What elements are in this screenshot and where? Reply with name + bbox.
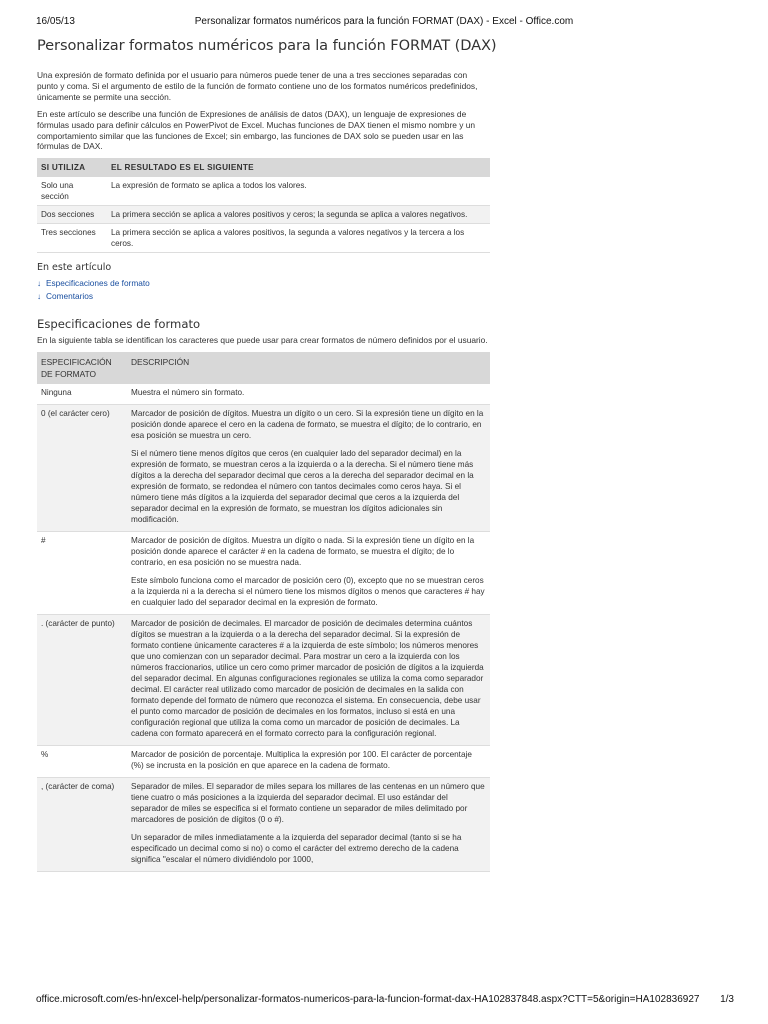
desc-paragraph: Si el número tiene menos dígitos que ceros (en cualquier lado del separador decimal) en la expresión de formato, se muestran ceros a la izquierda o a la derecha. Si el número tiene más dígitos a la derecha del separador decimal que ceros a la derecha del separador decimal en la expresión de formato, se redondea el número con tantos decimales como ceros haya. Si el número tiene más dígitos a la izquierda del separador decimal que ceros a la izquierda del separador decimal en la expresión de formato, se muestran los dígitos adicionales sin modificación. (131, 449, 474, 525)
toc-item-especificaciones[interactable] (37, 277, 490, 290)
desc-cell (127, 615, 490, 746)
print-footer (0, 994, 768, 1010)
desc-paragraph: Marcador de posición de dígitos. Muestra un dígito o un cero. Si la expresión tiene un dígito en la posición donde aparece el cero en la cadena de formato, se muestra el dígito; de lo contrario, en esa posición se muestra un cero. (131, 409, 484, 441)
table-header-row (37, 352, 490, 384)
print-date: 16/05/13 (36, 16, 75, 27)
section-result-cell: La primera sección se aplica a valores positivos, la segunda a valores negativos y la tercera a los ceros. (107, 224, 490, 253)
section-count-cell: Tres secciones (37, 224, 107, 253)
spec-cell: Ninguna (37, 384, 127, 405)
section-heading-especificaciones: Especificaciones de formato (37, 317, 201, 332)
page-title: Personalizar formatos numéricos para la función FORMAT (DAX) (37, 37, 497, 54)
desc-paragraph: Muestra el número sin formato. (131, 388, 245, 398)
desc-cell (127, 532, 490, 615)
desc-paragraph: Marcador de posición de decimales. El marcador de posición de decimales determina cuántos dígitos se muestran a la izquierda o a la derecha del separador decimal. Si la expresión de formato contiene únicamente caracteres # a la izquierda de este símbolo; los números menores que uno comienzan con un separador decimal. Para mostrar un cero a la izquierda con los números fraccionarios, utilice un cero como primer marcador de posición de dígitos a la izquierda del separador decimal. En algunas configuraciones regionales se utiliza la coma como separador decimal. El carácter real utilizado como marcador de posición de decimales en la salida con formato depende del formato de número que reconozca el sistema. En consecuencia, debe usar el punto como marcador de posición de decimales en los formatos, incluso si está en una configuración regional que utiliza la coma como un marcador de posición de decimales. La cadena con formato aparecerá en el formato correcto para la configuración regional. (131, 619, 484, 739)
column-header-descripcion: DESCRIPCIÓN (127, 352, 490, 384)
column-header-si-utiliza: SI UTILIZA (37, 158, 107, 177)
desc-cell (127, 405, 490, 532)
desc-paragraph: Marcador de posición de dígitos. Muestra un dígito o nada. Si la expresión tiene un dígito en la posición donde aparece el carácter # en la cadena de formato, se muestra el dígito; de lo contrario, en esa posición no se muestra nada. (131, 536, 475, 568)
print-page-title: Personalizar formatos numéricos para la función FORMAT (DAX) - Excel - Office.com (194, 16, 574, 27)
table-row (37, 206, 490, 224)
spec-cell: , (carácter de coma) (37, 778, 127, 872)
spec-cell: . (carácter de punto) (37, 615, 127, 746)
intro-paragraph-2: En este artículo se describe una función de Expresiones de análisis de datos (DAX), un lenguaje de expresiones de fórmulas usado para definir cálculos en PowerPivot de Excel. Muchas funciones de DAX tienen el mismo nombre y un comportamiento similar que las funciones de Excel; sin embargo, las funciones de DAX solo se pueden usar en las fórmulas de DAX. (37, 108, 476, 152)
toc-heading: En este artículo (37, 262, 112, 274)
toc-link-especificaciones[interactable]: Especificaciones de formato (46, 278, 150, 289)
table-row (37, 778, 490, 872)
toc-item-comentarios[interactable] (37, 290, 490, 303)
table-row (37, 177, 490, 206)
column-header-especificacion: ESPECIFICACIÓN DE FORMATO (37, 352, 127, 384)
desc-paragraph: Este símbolo funciona como el marcador de posición cero (0), excepto que no se muestran ceros a la izquierda ni a la derecha si el número tiene los mismos dígitos o menos que caracteres # hay en cualquier lado del separador decimal en la expresión de formato. (131, 576, 485, 608)
table-row (37, 615, 490, 746)
spec-cell: 0 (el carácter cero) (37, 405, 127, 532)
spec-cell: # (37, 532, 127, 615)
desc-cell (127, 778, 490, 872)
desc-paragraph: Separador de miles. El separador de miles separa los millares de las centenas en un número que tiene cuatro o más posiciones a la izquierda del separador decimal. El uso estándar del separador de miles se especifica si el formato contiene un separador de miles delimitado por marcadores de posición de dígitos (0 o #). (131, 782, 485, 825)
desc-paragraph: Un separador de miles inmediatamente a la izquierda del separador decimal (tanto si se ha especificado un decimal como si no) o como el carácter del extremo derecho de la cadena significa "escalar el número dividiéndolo por 1000, (131, 833, 462, 865)
article (37, 37, 497, 872)
arrow-down-icon: ↓ (37, 292, 41, 302)
table-row (37, 405, 490, 532)
arrow-down-icon: ↓ (37, 279, 41, 289)
table-row (37, 384, 490, 405)
table-header-row (37, 158, 490, 177)
table-row (37, 532, 490, 615)
toc-link-comentarios[interactable]: Comentarios (46, 291, 94, 302)
section-result-cell: La primera sección se aplica a valores positivos y ceros; la segunda se aplica a valores negativos. (107, 206, 490, 224)
desc-cell (127, 746, 490, 778)
intro-paragraph-1: Una expresión de formato definida por el usuario para números puede tener de una a tres secciones separadas con punto y coma. Si el argumento de estilo de la función de formato contiene uno de los formatos numéricos predefinidos, únicamente se permite una sección. (37, 70, 478, 102)
format-specs-intro: En la siguiente tabla se identifican los caracteres que puede usar para crear formatos de número definidos por el usuario. (37, 335, 488, 346)
print-header (0, 16, 768, 32)
page-number: 1/3 (720, 994, 734, 1005)
table-of-contents (37, 277, 490, 303)
table-row (37, 224, 490, 253)
section-result-cell: La expresión de formato se aplica a todos los valores. (107, 177, 490, 206)
sections-table (37, 158, 490, 253)
column-header-resultado: EL RESULTADO ES EL SIGUIENTE (107, 158, 490, 177)
desc-cell (127, 384, 490, 405)
table-row (37, 746, 490, 778)
section-count-cell: Solo una sección (37, 177, 107, 206)
section-count-cell: Dos secciones (37, 206, 107, 224)
print-url: office.microsoft.com/es-hn/excel-help/personalizar-formatos-numericos-para-la-funcion-format-dax-HA102837848.aspx?CTT=5&origin=HA102836927 (36, 994, 700, 1005)
format-specs-table (37, 352, 490, 872)
spec-cell: % (37, 746, 127, 778)
desc-paragraph: Marcador de posición de porcentaje. Multiplica la expresión por 100. El carácter de porcentaje (%) se incrusta en la posición en que aparece en la cadena de formato. (131, 750, 472, 771)
